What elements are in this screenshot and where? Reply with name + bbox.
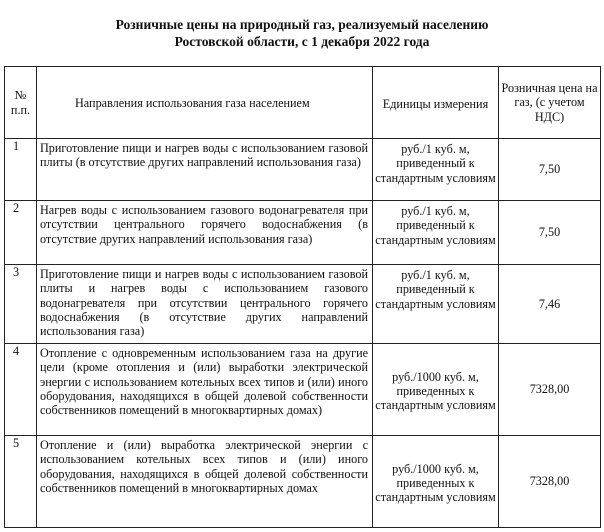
row-direction: Отопление с одновременным использованием газа на другие цели (кроме отопления и (или) выработки электрической энергии с использованием котельных всех типов и (или) иного оборудования, находящихся в общей долевой собственности собственников помещений в многоквартирных домах) bbox=[37, 344, 373, 436]
row-units: руб./1 куб. м, приведенный к стандартным условиям bbox=[373, 139, 499, 201]
row-direction: Отопление и (или) выработка электрической энергии с использованием котельных всех типов и (или) иного оборудования, находящихся в общей долевой собственности собственников помещений в многоквартирных домах bbox=[37, 436, 373, 528]
row-units: руб./1000 куб. м, приведенных к стандартным условиям bbox=[373, 344, 499, 436]
table-row bbox=[5, 201, 601, 265]
row-num: 2 bbox=[5, 201, 37, 265]
header-price: Розничная цена на газ, (с учетом НДС) bbox=[499, 67, 601, 139]
table-row bbox=[5, 139, 601, 201]
row-price: 7328,00 bbox=[499, 436, 601, 528]
row-price: 7,50 bbox=[499, 139, 601, 201]
price-table bbox=[4, 66, 601, 528]
row-direction: Нагрев воды с использованием газового водонагревателя при отсутствии центрального горячего водоснабжения (в отсутствие других направлений использования газа) bbox=[37, 201, 373, 265]
header-units: Единицы измерения bbox=[373, 67, 499, 139]
table-row bbox=[5, 344, 601, 436]
row-direction: Приготовление пищи и нагрев воды с использованием газовой плиты и нагрев воды с использованием газового водонагревателя при отсутствии центрального горячего водоснабжения (в отсутствие других направлений использования газа) bbox=[37, 265, 373, 344]
row-num: 4 bbox=[5, 344, 37, 436]
row-num: 3 bbox=[5, 265, 37, 344]
document-title bbox=[0, 16, 604, 50]
row-price: 7,50 bbox=[499, 201, 601, 265]
table-row bbox=[5, 436, 601, 528]
header-num: № п.п. bbox=[5, 67, 37, 139]
table-header-row bbox=[5, 67, 601, 139]
header-direction: Направления использования газа населением bbox=[37, 67, 373, 139]
table-row bbox=[5, 265, 601, 344]
row-units: руб./1 куб. м, приведенный к стандартным условиям bbox=[373, 201, 499, 265]
row-price: 7,46 bbox=[499, 265, 601, 344]
row-num: 1 bbox=[5, 139, 37, 201]
row-price: 7328,00 bbox=[499, 344, 601, 436]
row-direction: Приготовление пищи и нагрев воды с использованием газовой плиты (в отсутствие других направлений использования газа) bbox=[37, 139, 373, 201]
row-units: руб./1000 куб. м, приведенных к стандартным условиям bbox=[373, 436, 499, 528]
row-num: 5 bbox=[5, 436, 37, 528]
title-line-2: Ростовской области, с 1 декабря 2022 года bbox=[174, 34, 430, 49]
row-units: руб./1 куб. м, приведенный к стандартным условиям bbox=[373, 265, 499, 344]
title-line-1: Розничные цены на природный газ, реализуемый населению bbox=[115, 17, 489, 32]
